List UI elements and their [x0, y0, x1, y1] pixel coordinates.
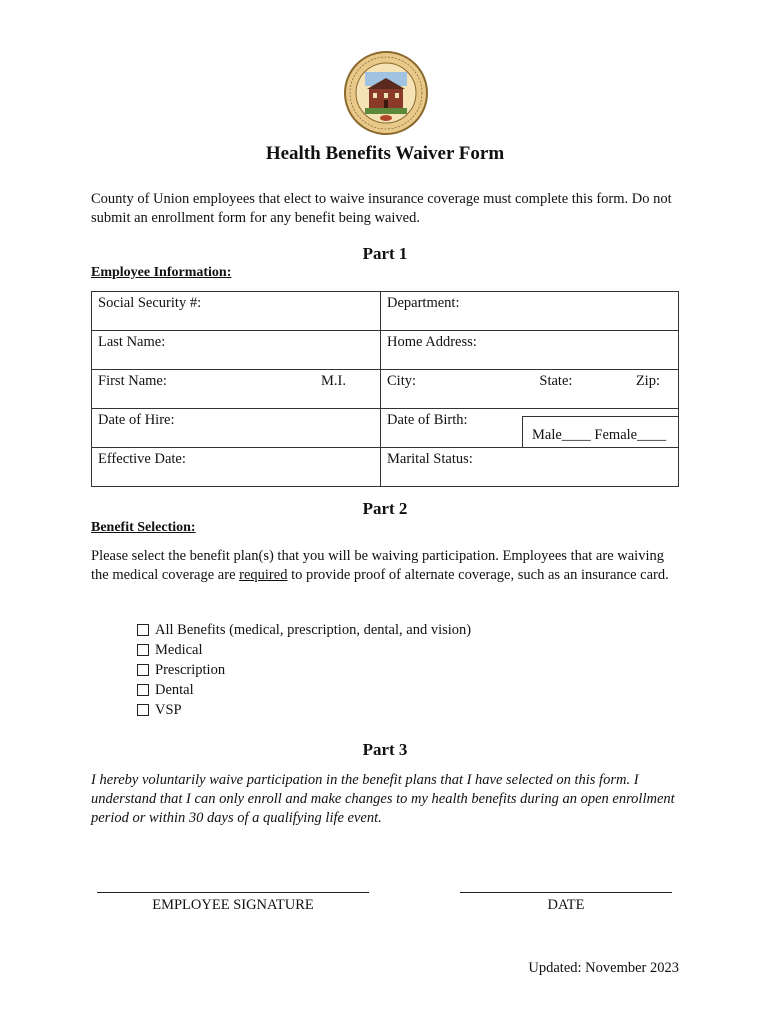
- option-label: All Benefits (medical, prescription, dental, and vision): [155, 621, 472, 638]
- home-address-label: Home Address:: [387, 334, 477, 350]
- benefit-options-list: [137, 620, 471, 720]
- department-field[interactable]: [381, 292, 679, 331]
- part2-heading: Part 2: [362, 499, 408, 518]
- option-label: Prescription: [155, 661, 226, 678]
- date-of-hire-field[interactable]: [92, 409, 381, 448]
- last-name-label: Last Name:: [98, 334, 166, 350]
- employee-signature-label: EMPLOYEE SIGNATURE: [152, 897, 314, 913]
- date-of-birth-field[interactable]: [381, 409, 679, 448]
- employee-info-label: Employee Information:: [91, 265, 232, 280]
- county-seal-logo: [343, 50, 429, 136]
- benefit-text-after: to provide proof of alternate coverage, such as an insurance card.: [287, 567, 669, 583]
- state-label: State:: [539, 373, 573, 389]
- effective-date-field[interactable]: [92, 448, 381, 487]
- form-title: Health Benefits Waiver Form: [265, 143, 505, 164]
- date-signature-line[interactable]: [460, 892, 672, 893]
- benefit-instructions: [91, 547, 681, 585]
- option-prescription[interactable]: [137, 660, 471, 680]
- date-of-birth-label: Date of Birth:: [387, 412, 468, 428]
- city-state-zip-field[interactable]: [381, 370, 679, 409]
- part1-heading: Part 1: [362, 244, 408, 263]
- sex-field[interactable]: Male____ Female____: [522, 416, 678, 448]
- intro-text: County of Union employees that elect to waive insurance coverage must complete this form. Do not submit an enrollment form for any benefit being waived.: [91, 191, 672, 226]
- mi-label: M.I.: [321, 373, 346, 389]
- employee-info-table: [91, 291, 679, 487]
- option-label: VSP: [155, 701, 182, 718]
- option-dental[interactable]: [137, 680, 471, 700]
- option-all-benefits[interactable]: [137, 620, 471, 640]
- benefit-selection-label: Benefit Selection:: [91, 520, 196, 535]
- ssn-field[interactable]: [92, 292, 381, 331]
- option-label: Medical: [155, 641, 203, 658]
- last-name-field[interactable]: [92, 331, 381, 370]
- home-address-field[interactable]: [381, 331, 679, 370]
- waiver-declaration: I hereby voluntarily waive participation in the benefit plans that I have selected on this form. I understand that I can only enroll and make changes to my health benefits during an open enrollment period or within 30 days of a qualifying life event.: [91, 772, 675, 826]
- department-label: Department:: [387, 295, 460, 311]
- part3-heading: Part 3: [362, 740, 408, 759]
- effective-date-label: Effective Date:: [98, 451, 186, 467]
- date-of-hire-label: Date of Hire:: [98, 412, 175, 428]
- checkbox-icon[interactable]: [137, 644, 149, 656]
- city-label: City:: [387, 373, 417, 389]
- first-name-label: First Name:: [98, 373, 167, 389]
- checkbox-icon[interactable]: [137, 624, 149, 636]
- updated-date: Updated: November 2023: [528, 960, 679, 976]
- option-vsp[interactable]: [137, 700, 471, 720]
- benefit-text-before: Please select the benefit plan(s) that you will be waiving participation. Employees that are waiving the medical coverage are: [91, 548, 664, 583]
- checkbox-icon[interactable]: [137, 664, 149, 676]
- option-label: Dental: [155, 681, 194, 698]
- marital-status-field[interactable]: [381, 448, 679, 487]
- date-signature-label: DATE: [547, 897, 585, 913]
- zip-label: Zip:: [635, 373, 660, 389]
- first-name-field[interactable]: [92, 370, 381, 409]
- ssn-label: Social Security #:: [98, 295, 202, 311]
- checkbox-icon[interactable]: [137, 704, 149, 716]
- checkbox-icon[interactable]: [137, 684, 149, 696]
- option-medical[interactable]: [137, 640, 471, 660]
- employee-signature-line[interactable]: [97, 892, 369, 893]
- required-emphasis: required: [239, 567, 288, 583]
- marital-status-label: Marital Status:: [387, 451, 473, 467]
